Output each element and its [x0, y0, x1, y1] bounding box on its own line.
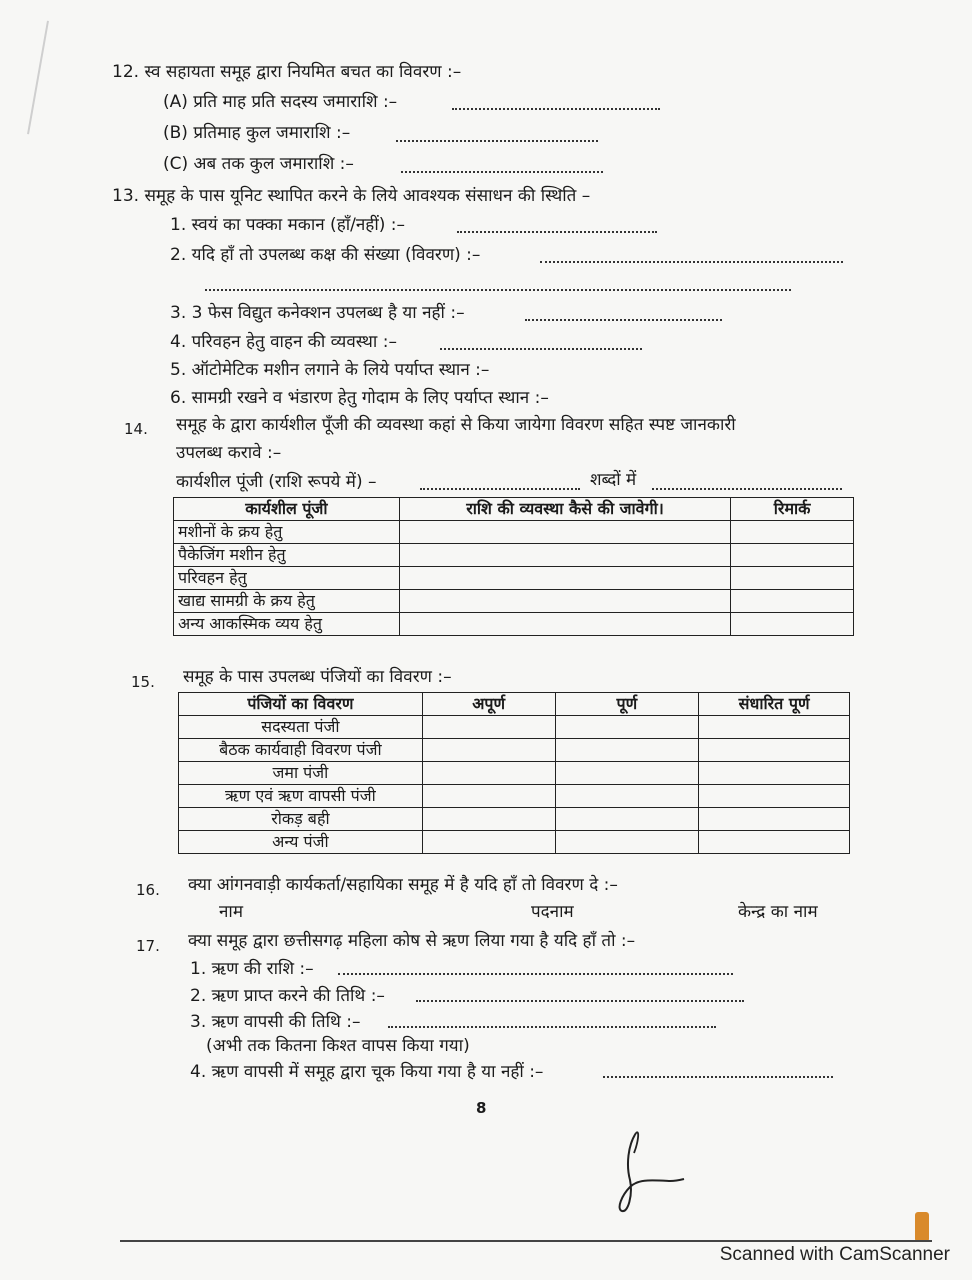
q13-title: 13. समूह के पास यूनिट स्थापित करने के लिये आवश्यक संसाधन की स्थिति –: [112, 186, 591, 206]
table-cell[interactable]: [399, 544, 731, 567]
q14-text-2: उपलब्ध करावे :–: [176, 443, 282, 463]
table-cell[interactable]: [731, 567, 854, 590]
table-row: [179, 808, 850, 831]
signature-image: [600, 1125, 690, 1220]
q13-item-3-blank: [525, 319, 722, 321]
q17-item-2-blank: [416, 1000, 744, 1002]
table-cell[interactable]: [731, 544, 854, 567]
row-label: जमा पंजी: [179, 762, 423, 785]
table-row: [174, 613, 854, 636]
table-row: [179, 785, 850, 808]
header-remark: रिमार्क: [731, 498, 854, 521]
table-cell[interactable]: [422, 739, 555, 762]
header-maintained: संधारित पूर्ण: [699, 693, 850, 716]
q12-b-label: (B) प्रतिमाह कुल जमाराशि :–: [163, 123, 351, 143]
q13-item-5: 5. ऑटोमेटिक मशीन लगाने के लिये पर्याप्त स्थान :–: [170, 360, 490, 380]
scan-margin-line: [27, 21, 49, 135]
table-row: [174, 567, 854, 590]
q17-item-1-blank: [338, 973, 733, 975]
q17-item-3-note: (अभी तक कितना किश्त वापस किया गया): [206, 1036, 470, 1056]
table-cell[interactable]: [422, 831, 555, 854]
q17-item-3-blank: [388, 1026, 716, 1028]
table-cell[interactable]: [731, 613, 854, 636]
table-cell[interactable]: [422, 716, 555, 739]
q14-capital-table: [173, 497, 854, 636]
q16-col-centre: केन्द्र का नाम: [738, 902, 818, 922]
q12-c-blank: [401, 171, 603, 173]
table-cell[interactable]: [555, 808, 699, 831]
q13-item-2-blank-2: [205, 289, 791, 291]
q12-c-label: (C) अब तक कुल जमाराशि :–: [163, 154, 354, 174]
q17-number: 17.: [136, 937, 160, 955]
q16-text: क्या आंगनवाड़ी कार्यकर्ता/सहायिका समूह में है यदि हाँ तो विवरण दे :–: [188, 875, 618, 895]
table-row: [174, 590, 854, 613]
q12-a-label: (A) प्रति माह प्रति सदस्य जमाराशि :–: [163, 92, 398, 112]
table-cell[interactable]: [555, 762, 699, 785]
q17-item-4: 4. ऋण वापसी में समूह द्वारा चूक किया गया है या नहीं :–: [190, 1062, 544, 1082]
row-label: खाद्य सामग्री के क्रय हेतु: [174, 590, 400, 613]
row-label: सदस्यता पंजी: [179, 716, 423, 739]
q12-a-blank: [452, 108, 660, 110]
table-row: [179, 739, 850, 762]
table-cell[interactable]: [555, 739, 699, 762]
q12-title: 12. स्व सहायता समूह द्वारा नियमित बचत का विवरण :–: [112, 62, 462, 82]
table-cell[interactable]: [555, 831, 699, 854]
table-row: [174, 521, 854, 544]
q16-number: 16.: [136, 881, 160, 899]
header-register: पंजियों का विवरण: [179, 693, 423, 716]
table-cell[interactable]: [555, 785, 699, 808]
row-label: ऋण एवं ऋण वापसी पंजी: [179, 785, 423, 808]
page-number: 8: [476, 1099, 487, 1117]
q17-item-2: 2. ऋण प्राप्त करने की तिथि :–: [190, 986, 385, 1006]
table-cell[interactable]: [699, 716, 850, 739]
row-label: पैकेजिंग मशीन हेतु: [174, 544, 400, 567]
q14-capital-blank: [420, 488, 580, 490]
q15-register-table: [178, 692, 850, 854]
table-cell[interactable]: [555, 716, 699, 739]
table-row: [174, 544, 854, 567]
q17-item-4-blank: [603, 1076, 833, 1078]
q14-words-blank: [652, 488, 842, 490]
q14-capital-label: कार्यशील पूंजी (राशि रूपये में) –: [176, 472, 377, 492]
table-cell[interactable]: [731, 521, 854, 544]
row-label: बैठक कार्यवाही विवरण पंजी: [179, 739, 423, 762]
q17-item-1: 1. ऋण की राशि :–: [190, 959, 314, 979]
q13-item-3: 3. 3 फेस विद्युत कनेक्शन उपलब्ध है या नहीं :–: [170, 303, 465, 323]
q16-col-name: नाम: [219, 902, 244, 922]
table-cell[interactable]: [422, 762, 555, 785]
q17-item-3: 3. ऋण वापसी की तिथि :–: [190, 1012, 361, 1032]
row-label: अन्य आकस्मिक व्यय हेतु: [174, 613, 400, 636]
q13-item-2: 2. यदि हाँ तो उपलब्ध कक्ष की संख्या (विवरण) :–: [170, 245, 481, 265]
q13-item-1: 1. स्वयं का पक्का मकान (हाँ/नहीं) :–: [170, 215, 405, 235]
q14-words-label: शब्दों में: [590, 470, 637, 490]
header-complete: पूर्ण: [555, 693, 699, 716]
table-cell[interactable]: [422, 808, 555, 831]
table-cell[interactable]: [731, 590, 854, 613]
q13-item-4: 4. परिवहन हेतु वाहन की व्यवस्था :–: [170, 332, 397, 352]
row-label: परिवहन हेतु: [174, 567, 400, 590]
table-cell[interactable]: [699, 739, 850, 762]
table-cell[interactable]: [422, 785, 555, 808]
q15-text: समूह के पास उपलब्ध पंजियों का विवरण :–: [183, 667, 452, 687]
q16-col-designation: पदनाम: [531, 902, 574, 922]
q13-item-6: 6. सामग्री रखने व भंडारण हेतु गोदाम के लिए पर्याप्त स्थान :–: [170, 388, 549, 408]
table-row: [179, 762, 850, 785]
camscanner-watermark: Scanned with CamScanner: [719, 1244, 950, 1265]
table-cell[interactable]: [399, 521, 731, 544]
header-arrangement: राशि की व्यवस्था कैसे की जावेगी।: [399, 498, 731, 521]
table-cell[interactable]: [699, 808, 850, 831]
table-header-row: [174, 498, 854, 521]
row-label: अन्य पंजी: [179, 831, 423, 854]
table-row: [179, 831, 850, 854]
header-capital: कार्यशील पूंजी: [174, 498, 400, 521]
q15-number: 15.: [131, 673, 155, 691]
row-label: मशीनों के क्रय हेतु: [174, 521, 400, 544]
q12-b-blank: [396, 140, 598, 142]
q14-number: 14.: [124, 420, 148, 438]
table-cell[interactable]: [399, 567, 731, 590]
table-cell[interactable]: [699, 785, 850, 808]
table-cell[interactable]: [399, 590, 731, 613]
table-cell[interactable]: [399, 613, 731, 636]
scan-edge-artifact: [915, 1212, 929, 1242]
q13-item-2-blank: [540, 261, 843, 263]
table-header-row: [179, 693, 850, 716]
q13-item-4-blank: [440, 348, 642, 350]
page-bottom-edge: [120, 1240, 932, 1242]
table-cell[interactable]: [699, 762, 850, 785]
q17-text: क्या समूह द्वारा छत्तीसगढ़ महिला कोष से ऋण लिया गया है यदि हाँ तो :–: [188, 931, 636, 951]
table-row: [179, 716, 850, 739]
table-cell[interactable]: [699, 831, 850, 854]
q14-text-1: समूह के द्वारा कार्यशील पूँजी की व्यवस्था कहां से किया जायेगा विवरण सहित स्पष्ट जानकारी: [176, 415, 736, 435]
header-incomplete: अपूर्ण: [422, 693, 555, 716]
q13-item-1-blank: [457, 231, 657, 233]
row-label: रोकड़ बही: [179, 808, 423, 831]
